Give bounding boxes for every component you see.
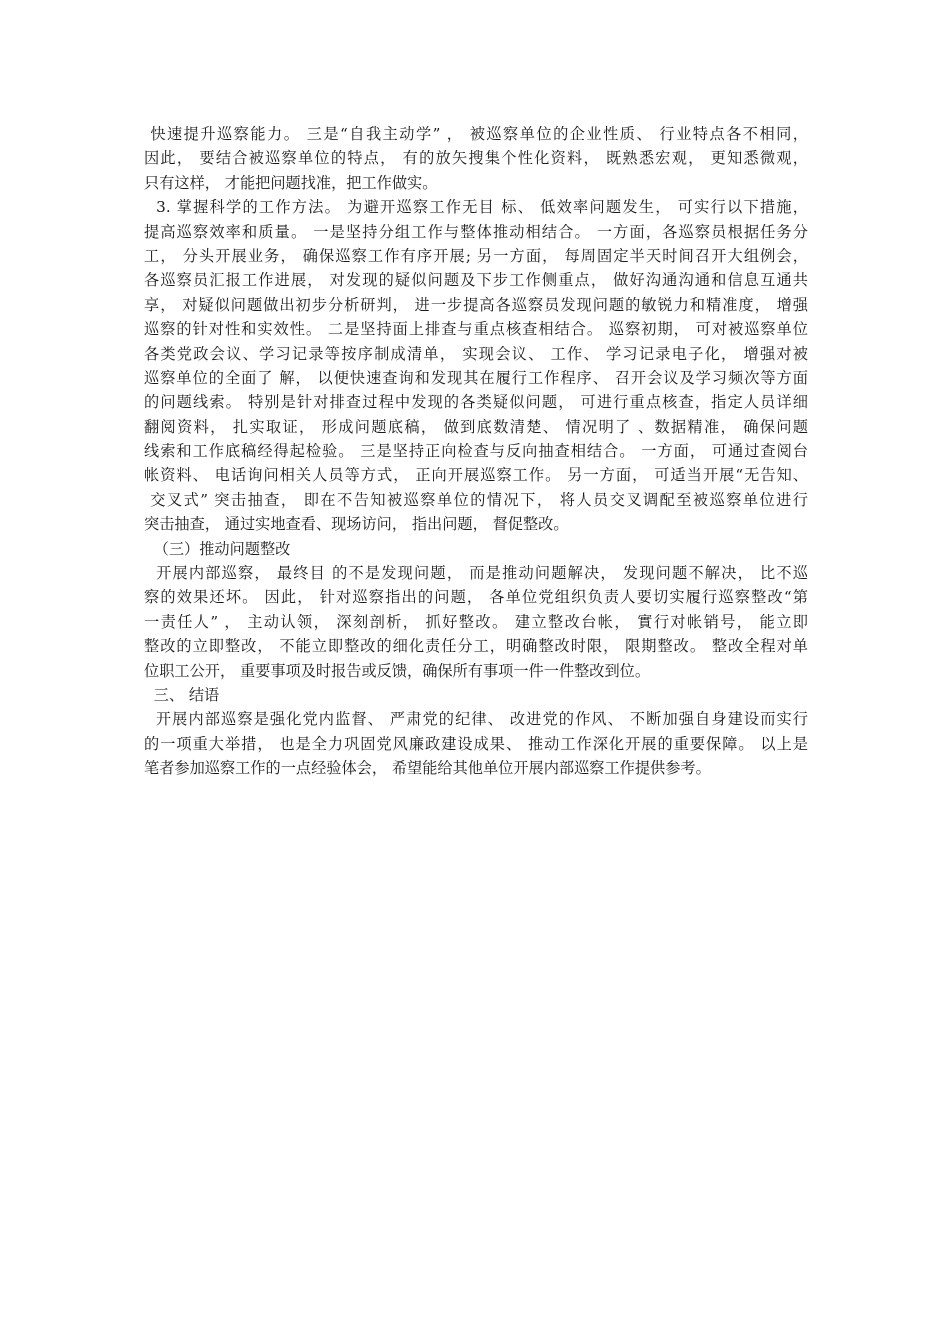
text-line: 各巡察员汇报工作进展， 对发现的疑似问题及下步工作侧重点， 做好沟通沟通和信息互通共 [144, 271, 808, 290]
text-line: 整改的立即整改， 不能立即整改的细化责任分工，明确整改时限， 限期整改。 整改全程对单 [144, 637, 808, 656]
text-line: 帐资料、 电话询问相关人员等方式， 正向开展巡察工作。 另一方面， 可适当开展“无告知、 [144, 466, 808, 485]
text-line: 各类党政会议、学习记录等按序制成清单， 实现会议、 工作、 学习记录电子化， 增强对被 [144, 344, 808, 363]
text-line: 的一项重大举措， 也是全力巩固党风廉政建设成果、 推动工作深化开展的重要保障。 以上是 [144, 734, 808, 753]
text-line: 察的效果还坏。 因此， 针对巡察指出的问题， 各单位党组织负责人要切实履行巡察整改“第 [144, 588, 808, 607]
text-line: 提高巡察效率和质量。 一是坚持分组工作与整体推动相结合。 一方面，各巡察员根据任务分 [144, 222, 808, 241]
text-line: 开展内部巡察， 最终目 的不是发现问题， 而是推动问题解决， 发现问题不解决， 比不巡 [144, 564, 808, 583]
text-line: 位职工公开， 重要事项及时报告或反馈，确保所有事项一件一件整改到位。 [144, 661, 651, 680]
text-line: 只有这样， 才能把问题找准，把工作做实。 [144, 173, 438, 192]
text-line: 交叉式” 突击抽查， 即在不告知被巡察单位的情况下， 将人员交叉调配至被巡察单位进行 [144, 490, 808, 509]
text-line: 一责任人” ， 主动认领， 深刻剖析， 抓好整改。 建立整改台帐， 實行对帐销号， 能立即 [144, 612, 808, 631]
text-line: 巡察单位的全面了 解， 以便快速查询和发现其在履行工作程序、 召开会议及学习频次等方面 [144, 368, 808, 387]
text-line: 巡察的针对性和实效性。 二是坚持面上排查与重点核查相结合。 巡察初期， 可对被巡察单位 [144, 320, 808, 339]
text-line: 因此， 要结合被巡察单位的特点， 有的放矢搜集个性化资料， 既熟悉宏观， 更知悉微观， [144, 149, 808, 168]
text-line: 的问题线索。 特别是针对排查过程中发现的各类疑似问题， 可进行重点核查，指定人员详细 [144, 393, 808, 412]
text-line: 翻阅资料， 扎实取证， 形成问题底稿， 做到底数清楚、 情况明了 、数据精准， 确保问题 [144, 417, 808, 436]
text-line: 快速提升巡察能力。 三是“自我主动学” ， 被巡察单位的企业性质、 行业特点各不相同， [144, 125, 808, 143]
text-line: 享， 对疑似问题做出初步分析研判， 进一步提高各巡察员发现问题的敏锐力和精准度， 增强 [144, 295, 808, 314]
text-line: 3. 掌握科学的工作方法。 为避开巡察工作无目 标、 低效率问题发生， 可实行以下措施， [144, 198, 808, 217]
text-line: 线索和工作底稿经得起检验。 三是坚持正向检查与反向抽查相结合。 一方面， 可通过查阅台 [144, 442, 808, 461]
text-line: 工， 分头开展业务， 确保巡察工作有序开展; 另一方面， 每周固定半天时间召开大组例会， [144, 246, 808, 265]
text-line: 三、 结语 [144, 685, 220, 704]
text-line: 笔者参加巡察工作的一点经验体会， 希望能给其他单位开展内部巡察工作提供参考。 [144, 759, 711, 778]
document-body [144, 122, 808, 781]
text-line: （三）推动问题整改 [144, 539, 291, 558]
text-line: 突击抽查， 通过实地查看、现场访问， 指出问题， 督促整改。 [144, 515, 569, 534]
text-line: 开展内部巡察是强化党内监督、 严肃党的纪律、 改进党的作风、 不断加强自身建设而实行 [144, 710, 808, 729]
